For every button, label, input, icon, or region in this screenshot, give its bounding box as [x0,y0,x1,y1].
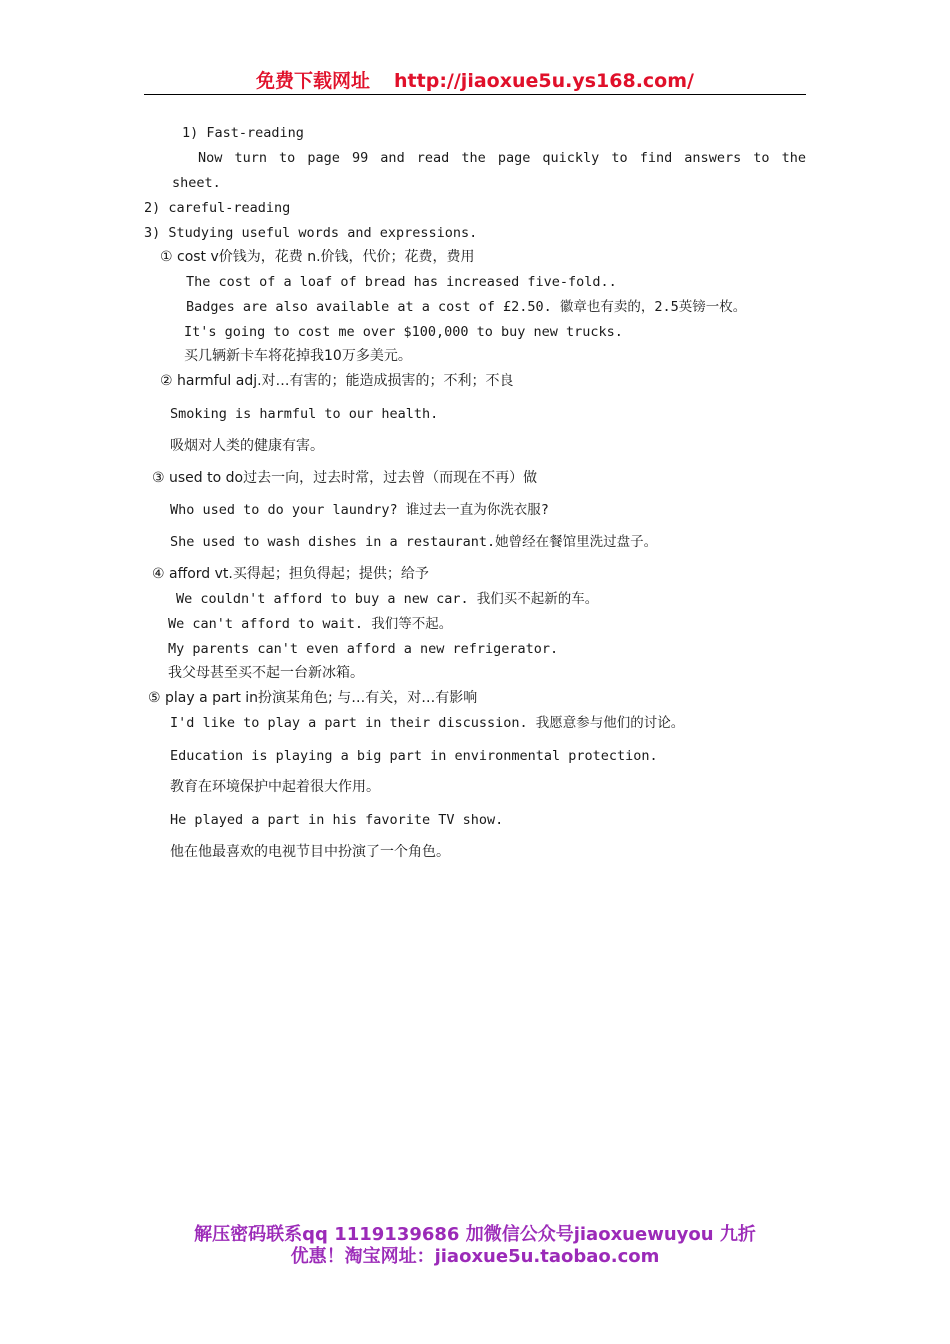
line-instruction-cont: sheet. [172,175,221,191]
header-title: 免费下载网址 [256,70,371,92]
entry-afford: ④ afford vt.买得起；担负得起；提供；给予 [152,566,429,582]
entry-cost: ① cost v价钱为，花费 n.价钱，代价；花费，费用 [160,249,475,265]
translation-harmful: 吸烟对人类的健康有害。 [170,438,324,454]
example-play-a-part-2: Education is playing a big part in environmental protection. [170,748,658,764]
example-harmful: Smoking is harmful to our health. [170,406,439,422]
footer-line-1: 解压密码联系qq 1119139686 加微信公众号jiaoxuewuyou 九折 [194,1224,756,1245]
translation-play-a-part-2: 教育在环境保护中起着很大作用。 [170,779,380,795]
line-instruction: Now turn to page 99 and read the page quickly to find answers to the [198,150,806,166]
example-play-a-part-3: He played a part in his favorite TV show. [170,812,504,828]
example-afford-2: We can't afford to wait. 我们等不起。 [168,616,453,632]
example-cost-1: The cost of a loaf of bread has increased five-fold.. [186,274,617,290]
page-header [144,66,806,95]
translation-cost-3: 买几辆新卡车将花掉我10万多美元。 [184,348,412,364]
example-used-to-1: Who used to do your laundry? 谁过去一直为你洗衣服? [170,502,549,518]
translation-play-a-part-3: 他在他最喜欢的电视节目中扮演了一个角色。 [170,844,450,860]
example-used-to-2: She used to wash dishes in a restaurant.她曾经在餐馆里洗过盘子。 [170,534,658,550]
line-careful-reading: 2) careful-reading [144,200,291,216]
example-afford-3: My parents can't even afford a new refrigerator. [168,641,559,657]
line-studying-words: 3) Studying useful words and expressions. [144,225,478,241]
example-cost-2: Badges are also available at a cost of £2.50. 徽章也有卖的，2.5英镑一枚。 [186,299,747,315]
example-afford-1: We couldn't afford to buy a new car. 我们买不起新的车。 [176,591,599,607]
example-cost-3: It's going to cost me over $100,000 to buy new trucks. [184,324,623,340]
line-fast-reading: 1) Fast-reading [182,125,304,141]
translation-afford-3: 我父母甚至买不起一台新冰箱。 [168,665,364,681]
footer-line-2: 优惠！淘宝网址：jiaoxue5u.taobao.com [290,1246,660,1267]
header-url-link[interactable]: http://jiaoxue5u.ys168.com/ [394,70,694,92]
entry-used-to: ③ used to do过去一向，过去时常，过去曾（而现在不再）做 [152,470,538,486]
entry-play-a-part: ⑤ play a part in扮演某角色; 与…有关，对…有影响 [148,690,478,706]
example-play-a-part-1: I'd like to play a part in their discussion. 我愿意参与他们的讨论。 [170,715,685,731]
entry-harmful: ② harmful adj.对…有害的；能造成损害的；不利；不良 [160,373,514,389]
